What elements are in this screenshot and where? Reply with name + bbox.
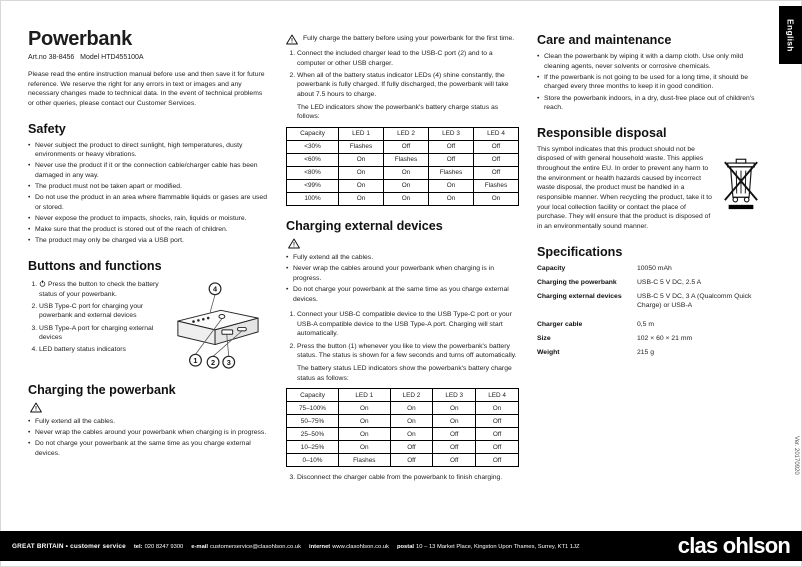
list-item: • Fully extend all the cables. [28,417,268,427]
table-header: LED 4 [474,127,519,140]
safety-list [28,141,268,246]
table-header: Capacity [287,389,339,402]
table-cell: Off [433,441,476,454]
external-steps [286,310,519,361]
table-row [287,153,519,166]
contact-label: internet [308,543,331,550]
table-header: Capacity [287,127,339,140]
table-cell: On [433,402,476,415]
list-item: • The product may only be charged via a USB port. [28,236,268,246]
article-number: Art.no 38-8456 Model HTD455100A [28,54,144,61]
contact-label: e-mail [191,543,209,550]
contact-label: tel: [133,543,143,550]
intro-paragraph: Please read the entire instruction manual before use and then save it for future reference. We reserve the right for any errors in text or images and any necessary changes made to technical data. In the event of technical problems or other queries, please contact our Customer Services. [28,71,265,107]
footer-contact-internet [309,544,389,550]
spec-label: Charging the powerbank [537,278,617,286]
table-cell: Off [429,153,474,166]
spec-row [537,264,760,274]
list-item-text: Press the button to check the battery status of your powerbank. [39,280,159,298]
callout-3: 3 [226,357,231,367]
charge-status-table-1 [286,127,519,206]
table-cell: Off [476,428,519,441]
table-cell: On [390,428,433,441]
list-item: • Do not charge your powerbank at the same time as you charge external devices. [286,285,519,304]
table-cell: <60% [287,153,339,166]
specifications-table [537,264,760,358]
warning-icon [286,34,298,45]
footer-region: GREAT BRITAIN • customer service [12,542,126,550]
list-item: • Do not use the product in an area where flammable liquids or gases are used or stored. [28,193,268,212]
table-cell: On [384,192,429,205]
table-header: LED 1 [339,389,391,402]
table-cell: Flashes [339,454,391,467]
table-cell: On [433,415,476,428]
table-header-row [287,127,519,140]
table-row [287,428,519,441]
table-cell: On [474,192,519,205]
spec-row [537,348,760,358]
page-title: Powerbank [28,28,132,50]
table-row [287,402,519,415]
callout-1: 1 [193,355,198,365]
footer-contact-email [191,544,301,550]
buttons-list [28,280,162,357]
table-cell: On [390,415,433,428]
list-item: • Do not charge your powerbank at the same time as you charge external devices. [28,439,268,458]
column-left [28,28,268,485]
table-cell: On [339,441,391,454]
list-item: 2. USB Type-C port for charging your powerbank and external devices [39,302,162,321]
contact-label: postal [396,543,415,550]
table-cell: Flashes [384,153,429,166]
table-cell: Off [384,140,429,153]
charge-steps [286,49,519,100]
table-row [287,140,519,153]
charging-powerbank-heading: Charging the powerbank [28,382,176,397]
table-cell: 75–100% [287,402,339,415]
table-row [287,166,519,179]
external-devices-heading: Charging external devices [286,218,443,233]
table-cell: Off [476,415,519,428]
table-header: LED 2 [384,127,429,140]
list-item: 3. USB Type-A port for charging external devices [39,324,162,343]
charge-status-table-2 [286,388,519,467]
list-item: • Make sure that the product is stored out of the reach of children. [28,225,268,235]
spec-label: Charging external devices [537,292,622,300]
list-item [39,280,162,299]
list-item: • Fully extend all the cables. [286,253,519,263]
spec-row [537,292,760,311]
contact-value: 020 8247 9300 [144,543,184,550]
spec-label: Capacity [537,264,566,272]
svg-text:!: ! [291,38,293,45]
spec-row [537,278,760,288]
contact-value: customerservice@clasohlson.co.uk [210,543,301,550]
care-heading: Care and maintenance [537,33,672,47]
table-cell: On [339,166,384,179]
list-item: • Never wrap the cables around your powerbank when charging is in progress. [28,428,268,438]
table-row [287,454,519,467]
spec-label: Weight [537,348,560,356]
list-item: • Store the powerbank indoors, in a dry, dust-free place out of children's reach. [537,94,760,113]
list-item: • Clean the powerbank by wiping it with a damp cloth. Use only mild cleaning agents, never solvents or corrosive chemicals. [537,52,760,71]
spec-row [537,334,760,344]
disposal-section [537,145,760,232]
weee-bin-icon [722,154,760,212]
care-list [537,52,760,113]
table-header: LED 1 [339,127,384,140]
table-header: LED 3 [429,127,474,140]
table-cell: Flashes [429,166,474,179]
table-cell: 25–50% [287,428,339,441]
language-tab: English [779,6,802,64]
table-cell: 10–25% [287,441,339,454]
external-step-3 [286,473,519,483]
table-cell: Off [476,441,519,454]
spec-label: Charger cable [537,320,583,328]
callout-4: 4 [213,284,218,294]
table-row [287,441,519,454]
table-cell: <80% [287,166,339,179]
table-cell: Off [474,140,519,153]
table-header-row [287,389,519,402]
table-header: LED 3 [433,389,476,402]
spec-value: 215 g [637,348,655,356]
spec-value: 10050 mAh [637,264,672,272]
list-item: 2. When all of the battery status indicator LEDs (4) shine constantly, the powerbank is fully charged. If fully discharged, the powerbank will take about 7.5 hours to charge. [297,71,519,100]
table-cell: 50–75% [287,415,339,428]
list-item: • The product must not be taken apart or modified. [28,182,268,192]
column-right [537,28,760,485]
buttons-section [28,278,268,370]
table-header: LED 2 [390,389,433,402]
list-item: 1. Connect your USB-C compatible device to the USB Type-C port or your USB-A compatible device to the USB Type-A port. Charging will start automatically. [297,310,519,339]
table-cell: Off [390,441,433,454]
table-header: LED 4 [476,389,519,402]
disposal-heading: Responsible disposal [537,125,667,140]
table-cell: Off [390,454,433,467]
spec-value: USB-C 5 V DC, 2.5 A [637,278,702,286]
list-item: • Never use the product if it or the connection cable/charger cable has been damaged in any way. [28,161,268,180]
list-item: • Never expose the product to impacts, shocks, rain, liquids or moisture. [28,214,268,224]
table-cell: On [339,179,384,192]
list-item: • If the powerbank is not going to be used for a long time, it should be charged every three months to keep it in good condition. [537,73,760,92]
footer-bar [0,531,802,561]
version-label: Ver. 20170920 [793,436,799,475]
svg-text:!: ! [35,406,37,413]
charging-powerbank-list [28,417,268,459]
specifications-heading: Specifications [537,244,623,259]
table-cell: Flashes [339,140,384,153]
list-item: • Never subject the product to direct sunlight, high temperatures, dusty environments or heavy vibrations. [28,141,268,160]
list-item: 2. Press the button (1) whenever you like to view the powerbank's battery status. The status is shown for a few seconds and turns off automatically. [297,342,519,361]
callout-2: 2 [211,357,216,367]
warning-icon [30,402,42,413]
table-cell: Flashes [474,179,519,192]
table-cell: Off [474,153,519,166]
powerbank-diagram [166,280,268,370]
spec-value: 102 × 60 × 21 mm [637,334,693,342]
power-icon [39,280,46,287]
table-cell: On [429,179,474,192]
led-note: The LED indicators show the powerbank's battery charge status as follows: [297,103,499,121]
spec-value: 0,5 m [637,320,654,328]
buttons-heading: Buttons and functions [28,258,162,273]
page-columns [28,28,760,485]
contact-value: www.clasohlson.co.uk [332,543,389,550]
safety-heading: Safety [28,121,66,136]
table-cell: On [476,402,519,415]
external-devices-list [286,253,519,304]
first-use-note [286,34,519,45]
table-row [287,179,519,192]
table-cell: On [384,166,429,179]
table-cell: On [384,179,429,192]
table-cell: <99% [287,179,339,192]
spec-row [537,320,760,330]
table-cell: On [339,192,384,205]
warning-icon [288,238,300,249]
table-cell: Off [474,166,519,179]
list-item: 1. Connect the included charger lead to the USB-C port (2) and to a computer or other USB charger. [297,49,519,68]
footer-contact-postal [397,544,580,550]
table-cell: On [339,428,391,441]
list-item: • Never wrap the cables around your powerbank when charging is in progress. [286,264,519,283]
list-item: 4. LED battery status indicators [39,345,162,355]
spec-value: USB-C 5 V DC, 3 A (Qualcomm Quick Charge) or USB-A [637,292,752,310]
svg-text:!: ! [293,242,295,249]
table-cell: On [339,402,391,415]
table-cell: On [429,192,474,205]
led-note-2: The battery status LED indicators show the powerbank's battery charge status as follows: [297,364,512,382]
footer-info [12,543,580,550]
table-cell: On [390,402,433,415]
clas-ohlson-logo: clas ohlson [677,533,790,558]
table-cell: Off [433,454,476,467]
table-cell: 100% [287,192,339,205]
footer-contact-tel [134,544,183,550]
table-cell: Off [476,454,519,467]
table-row [287,192,519,205]
table-cell: On [339,153,384,166]
table-cell: On [339,415,391,428]
table-cell: Off [433,428,476,441]
list-item: 3. Disconnect the charger cable from the powerbank to finish charging. [297,473,519,483]
first-use-text: Fully charge the battery before using your powerbank for the first time. [303,35,515,42]
table-row [287,415,519,428]
contact-value: 10 – 13 Market Place, Kingston Upon Thames, Surrey, KT1 1JZ [416,543,580,550]
spec-label: Size [537,334,551,342]
table-cell: <30% [287,140,339,153]
column-middle [286,28,519,485]
disposal-text: This symbol indicates that this product should not be disposed of with general household waste. This applies throughout the entire EU. In order to prevent any harm to the environment or health hazards caused by incorrect waste disposal, the product must be handled in a responsible manner. When recycling the product, take it to your local collection facility or contact the place of purchase. They will ensure that the product is disposed of in an environmentally sound manner. [537,145,712,230]
table-cell: Off [429,140,474,153]
table-cell: 0–10% [287,454,339,467]
